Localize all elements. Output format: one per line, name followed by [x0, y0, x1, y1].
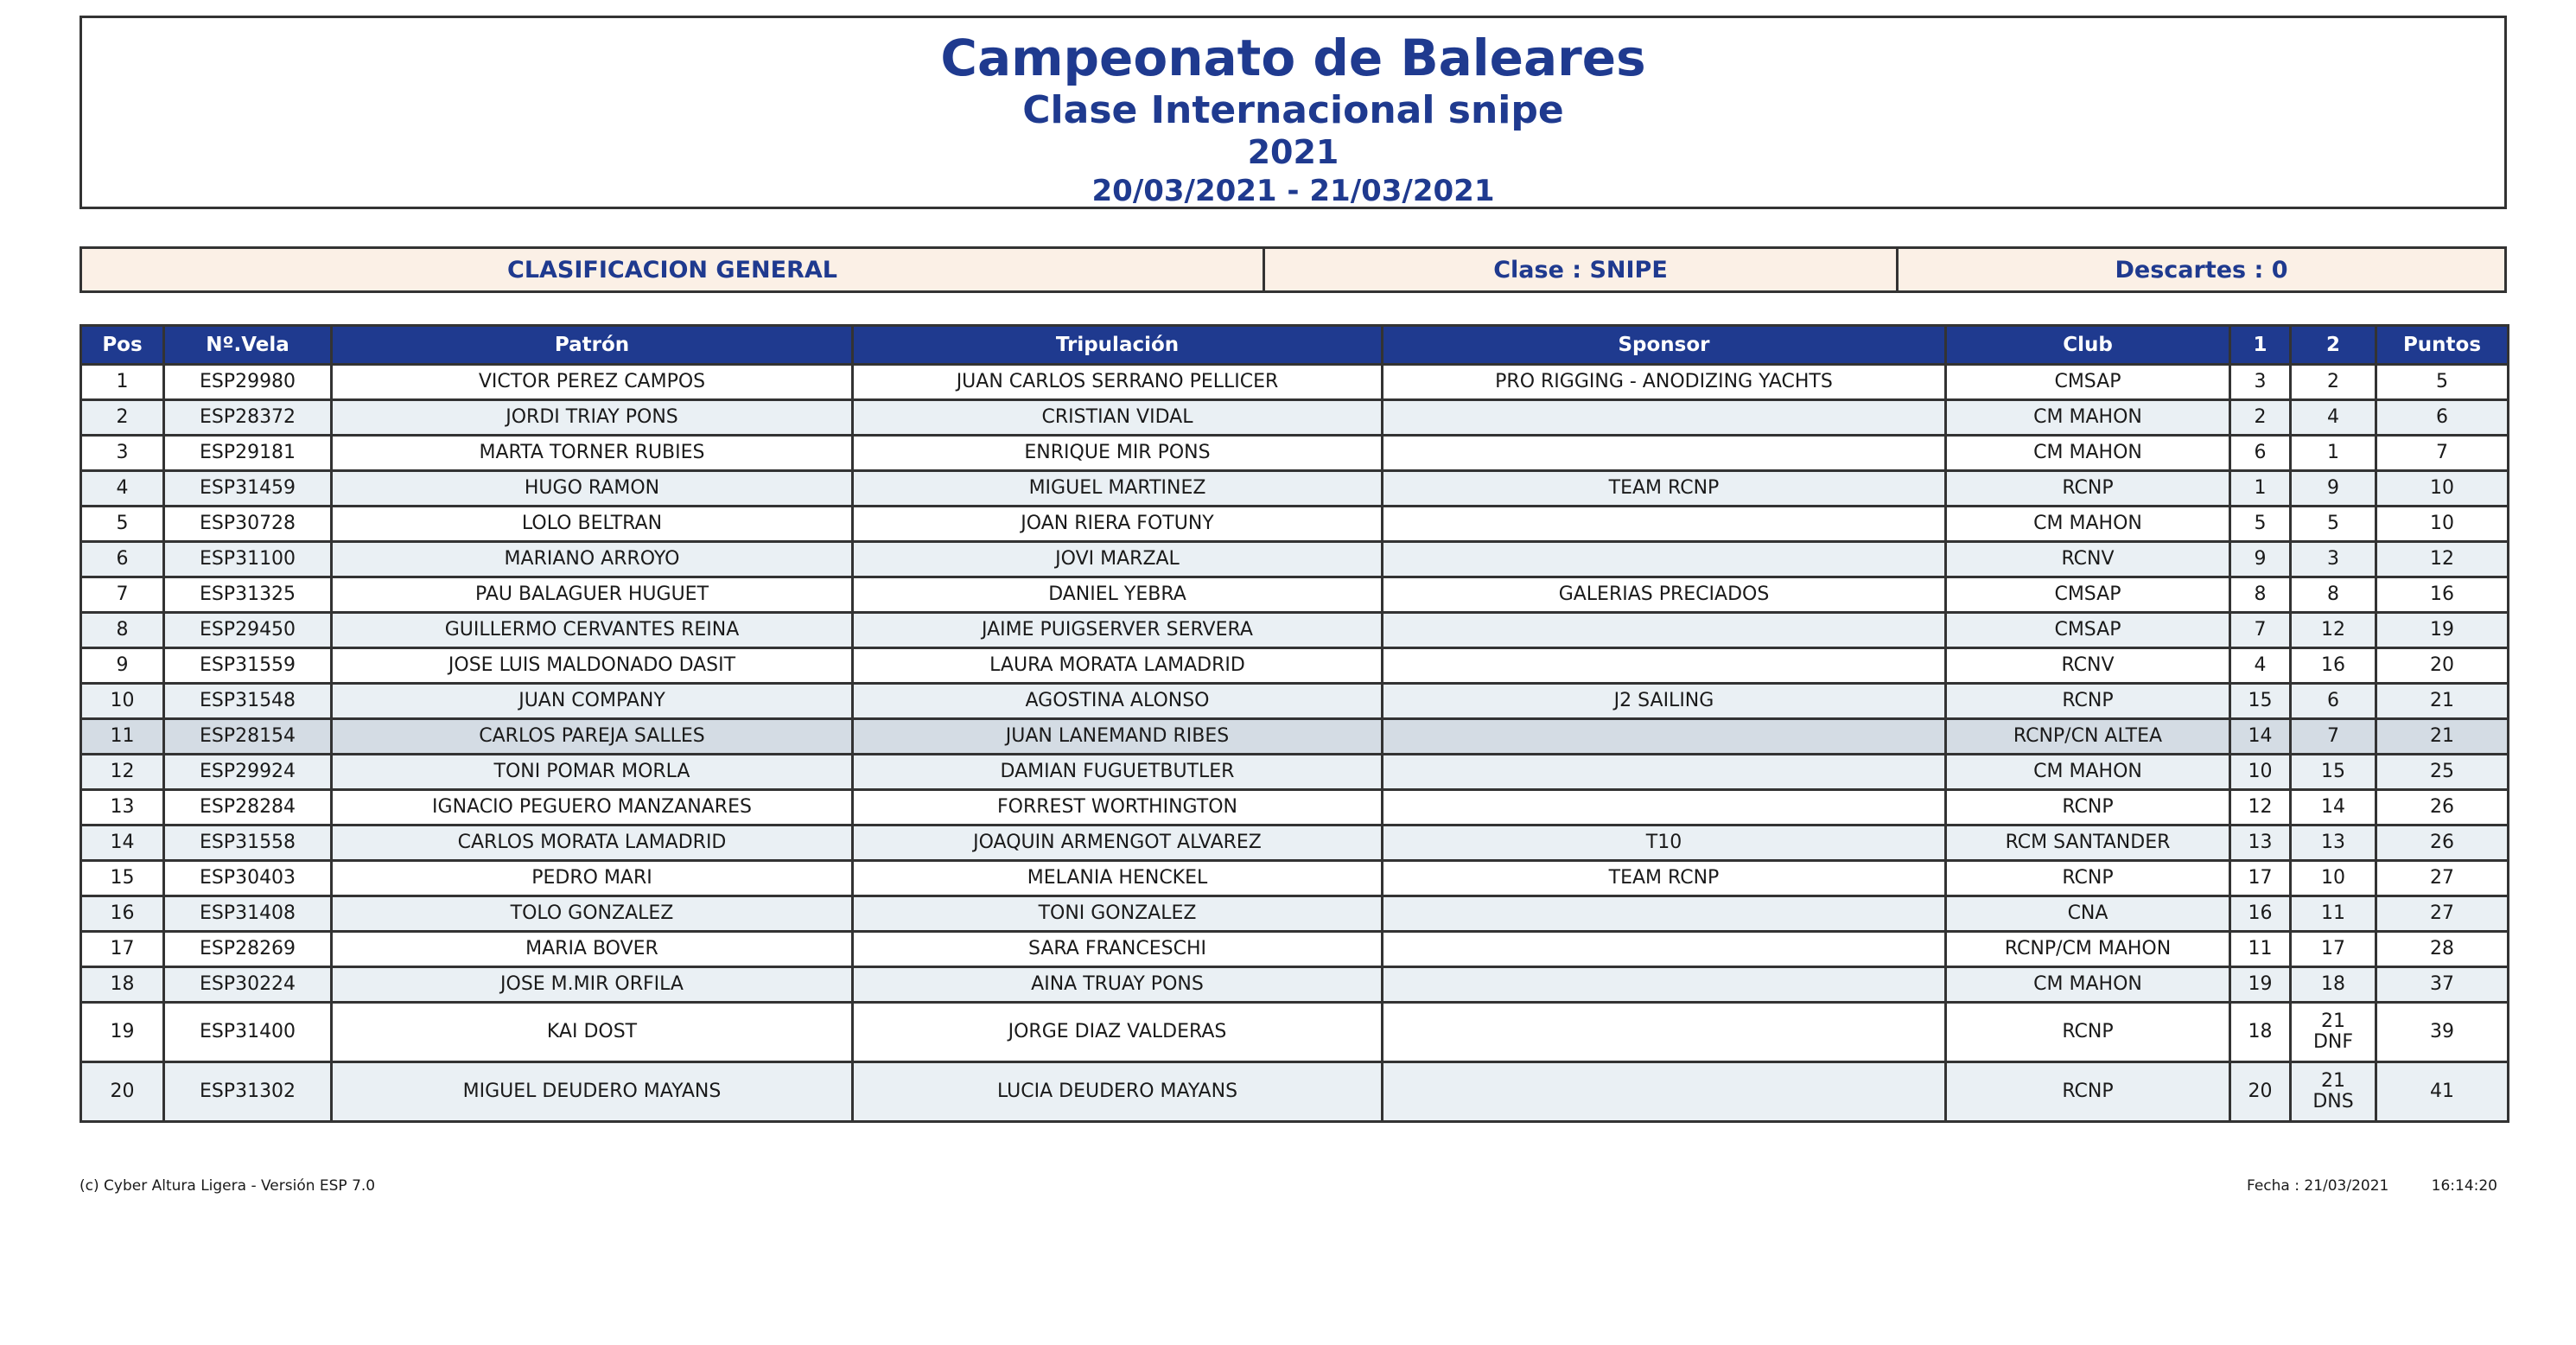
cell-sail-number: ESP31548: [164, 684, 332, 719]
cell-race-2: 3: [2291, 542, 2376, 577]
cell-race-2: 9: [2291, 471, 2376, 507]
cell-race-2: 16: [2291, 648, 2376, 684]
cell-pos: 8: [81, 613, 164, 648]
cell-club: CM MAHON: [1946, 755, 2230, 790]
column-header: Sponsor: [1383, 326, 1946, 365]
cell-pos: 6: [81, 542, 164, 577]
cell-sponsor: TEAM RCNP: [1383, 861, 1946, 896]
race-2-score: 21: [2321, 1010, 2345, 1032]
table-row: [81, 613, 2509, 648]
race-2-score: 21: [2321, 1070, 2345, 1092]
cell-sponsor: [1383, 648, 1946, 684]
cell-crew: ENRIQUE MIR PONS: [853, 436, 1383, 471]
table-row: [81, 365, 2509, 400]
cell-sail-number: ESP29181: [164, 436, 332, 471]
cell-pos: 4: [81, 471, 164, 507]
cell-pos: 5: [81, 507, 164, 542]
cell-pos: 12: [81, 755, 164, 790]
cell-race-1: 13: [2230, 825, 2291, 861]
cell-points: 12: [2376, 542, 2509, 577]
cell-race-1: 8: [2230, 577, 2291, 613]
cell-crew: DANIEL YEBRA: [853, 577, 1383, 613]
cell-sail-number: ESP28269: [164, 932, 332, 967]
cell-crew: JOAQUIN ARMENGOT ALVAREZ: [853, 825, 1383, 861]
cell-skipper: JOSE M.MIR ORFILA: [332, 967, 853, 1003]
cell-race-2: 12: [2291, 613, 2376, 648]
cell-sponsor: J2 SAILING: [1383, 684, 1946, 719]
cell-pos: 2: [81, 400, 164, 436]
cell-club: CM MAHON: [1946, 436, 2230, 471]
cell-race-1: 2: [2230, 400, 2291, 436]
cell-sponsor: [1383, 932, 1946, 967]
cell-race-2: 4: [2291, 400, 2376, 436]
cell-skipper: GUILLERMO CERVANTES REINA: [332, 613, 853, 648]
cell-pos: 18: [81, 967, 164, 1003]
cell-race-2: 8: [2291, 577, 2376, 613]
cell-sail-number: ESP31558: [164, 825, 332, 861]
cell-skipper: JOSE LUIS MALDONADO DASIT: [332, 648, 853, 684]
cell-club: RCNP/CM MAHON: [1946, 932, 2230, 967]
cell-skipper: IGNACIO PEGUERO MANZANARES: [332, 790, 853, 825]
cell-points: 20: [2376, 648, 2509, 684]
cell-sponsor: [1383, 1062, 1946, 1122]
cell-skipper: CARLOS MORATA LAMADRID: [332, 825, 853, 861]
cell-club: RCNP: [1946, 1003, 2230, 1062]
cell-sail-number: ESP30403: [164, 861, 332, 896]
cell-skipper: JUAN COMPANY: [332, 684, 853, 719]
cell-skipper: MARIA BOVER: [332, 932, 853, 967]
cell-sail-number: ESP30224: [164, 967, 332, 1003]
year-label: 2021: [1247, 133, 1339, 171]
cell-crew: TONI GONZALEZ: [853, 896, 1383, 932]
cell-points: 5: [2376, 365, 2509, 400]
column-header: Patrón: [332, 326, 853, 365]
column-header: Tripulación: [853, 326, 1383, 365]
cell-skipper: MIGUEL DEUDERO MAYANS: [332, 1062, 853, 1122]
table-row: [81, 648, 2509, 684]
cell-skipper: TOLO GONZALEZ: [332, 896, 853, 932]
cell-points: 21: [2376, 684, 2509, 719]
table-row: [81, 1003, 2509, 1062]
cell-sponsor: TEAM RCNP: [1383, 471, 1946, 507]
cell-points: 28: [2376, 932, 2509, 967]
cell-sponsor: GALERIAS PRECIADOS: [1383, 577, 1946, 613]
cell-club: CMSAP: [1946, 577, 2230, 613]
cell-race-2: 18: [2291, 967, 2376, 1003]
discards-label: Descartes : 0: [1899, 246, 2507, 293]
cell-race-2: 11: [2291, 896, 2376, 932]
cell-race-1: 20: [2230, 1062, 2291, 1122]
cell-points: 7: [2376, 436, 2509, 471]
cell-crew: FORREST WORTHINGTON: [853, 790, 1383, 825]
cell-race-2: 6: [2291, 684, 2376, 719]
cell-skipper: JORDI TRIAY PONS: [332, 400, 853, 436]
cell-club: RCNP: [1946, 471, 2230, 507]
cell-pos: 13: [81, 790, 164, 825]
cell-race-2: 1: [2291, 436, 2376, 471]
cell-club: RCNV: [1946, 648, 2230, 684]
page-title: Campeonato de Baleares: [940, 29, 1646, 87]
cell-pos: 20: [81, 1062, 164, 1122]
table-row: [81, 542, 2509, 577]
cell-race-2: [2291, 1062, 2376, 1122]
cell-skipper: PEDRO MARI: [332, 861, 853, 896]
cell-sponsor: [1383, 436, 1946, 471]
cell-race-1: 7: [2230, 613, 2291, 648]
column-header: 2: [2291, 326, 2376, 365]
cell-race-2: 7: [2291, 719, 2376, 755]
cell-crew: JUAN CARLOS SERRANO PELLICER: [853, 365, 1383, 400]
cell-race-1: 6: [2230, 436, 2291, 471]
cell-crew: LAURA MORATA LAMADRID: [853, 648, 1383, 684]
cell-crew: SARA FRANCESCHI: [853, 932, 1383, 967]
cell-skipper: HUGO RAMON: [332, 471, 853, 507]
cell-club: RCNP: [1946, 684, 2230, 719]
cell-club: CMSAP: [1946, 613, 2230, 648]
cell-sail-number: ESP28372: [164, 400, 332, 436]
cell-sail-number: ESP29980: [164, 365, 332, 400]
cell-points: 37: [2376, 967, 2509, 1003]
cell-race-2: 15: [2291, 755, 2376, 790]
cell-skipper: VICTOR PEREZ CAMPOS: [332, 365, 853, 400]
cell-crew: MIGUEL MARTINEZ: [853, 471, 1383, 507]
cell-pos: 1: [81, 365, 164, 400]
cell-club: CM MAHON: [1946, 507, 2230, 542]
cell-club: RCNP: [1946, 861, 2230, 896]
cell-sail-number: ESP28284: [164, 790, 332, 825]
cell-club: RCNP: [1946, 790, 2230, 825]
cell-race-1: 9: [2230, 542, 2291, 577]
race-2-code: DNS: [2312, 1091, 2354, 1112]
date-range: 20/03/2021 - 21/03/2021: [1091, 174, 1495, 208]
cell-crew: JAIME PUIGSERVER SERVERA: [853, 613, 1383, 648]
footer-time: 16:14:20: [2431, 1177, 2497, 1195]
cell-points: 26: [2376, 825, 2509, 861]
cell-sponsor: [1383, 542, 1946, 577]
cell-race-1: 15: [2230, 684, 2291, 719]
cell-race-1: 16: [2230, 896, 2291, 932]
cell-crew: JUAN LANEMAND RIBES: [853, 719, 1383, 755]
cell-crew: MELANIA HENCKEL: [853, 861, 1383, 896]
cell-sponsor: T10: [1383, 825, 1946, 861]
cell-sail-number: ESP31559: [164, 648, 332, 684]
cell-race-1: 19: [2230, 967, 2291, 1003]
cell-crew: JOAN RIERA FOTUNY: [853, 507, 1383, 542]
table-row: [81, 400, 2509, 436]
cell-race-2: 14: [2291, 790, 2376, 825]
cell-sail-number: ESP31100: [164, 542, 332, 577]
column-header: Puntos: [2376, 326, 2509, 365]
cell-points: 41: [2376, 1062, 2509, 1122]
cell-club: RCNP: [1946, 1062, 2230, 1122]
cell-race-1: 3: [2230, 365, 2291, 400]
cell-skipper: LOLO BELTRAN: [332, 507, 853, 542]
classification-label: CLASIFICACION GENERAL: [80, 246, 1265, 293]
footer-timestamp: [2247, 1177, 2497, 1195]
cell-race-1: 17: [2230, 861, 2291, 896]
cell-sail-number: ESP31325: [164, 577, 332, 613]
table-row: [81, 967, 2509, 1003]
cell-pos: 9: [81, 648, 164, 684]
cell-crew: JOVI MARZAL: [853, 542, 1383, 577]
cell-points: 10: [2376, 471, 2509, 507]
table-row: [81, 790, 2509, 825]
cell-skipper: CARLOS PAREJA SALLES: [332, 719, 853, 755]
cell-points: 6: [2376, 400, 2509, 436]
cell-crew: AINA TRUAY PONS: [853, 967, 1383, 1003]
cell-race-1: 11: [2230, 932, 2291, 967]
cell-race-2: 17: [2291, 932, 2376, 967]
cell-points: 39: [2376, 1003, 2509, 1062]
cell-skipper: TONI POMAR MORLA: [332, 755, 853, 790]
cell-race-1: 10: [2230, 755, 2291, 790]
cell-sail-number: ESP31400: [164, 1003, 332, 1062]
table-row: [81, 507, 2509, 542]
cell-pos: 19: [81, 1003, 164, 1062]
cell-race-1: 12: [2230, 790, 2291, 825]
cell-sponsor: [1383, 896, 1946, 932]
copyright-footer: (c) Cyber Altura Ligera - Versión ESP 7.0: [80, 1177, 376, 1195]
cell-pos: 17: [81, 932, 164, 967]
cell-race-2: 2: [2291, 365, 2376, 400]
cell-race-1: 1: [2230, 471, 2291, 507]
cell-points: 27: [2376, 861, 2509, 896]
title-box: [80, 16, 2507, 209]
cell-race-2: 5: [2291, 507, 2376, 542]
page-subtitle: Clase Internacional snipe: [1022, 88, 1564, 132]
race-2-code: DNF: [2312, 1031, 2354, 1053]
cell-sail-number: ESP30728: [164, 507, 332, 542]
cell-race-2: [2291, 1003, 2376, 1062]
table-row: [81, 471, 2509, 507]
cell-sponsor: [1383, 967, 1946, 1003]
table-row: [81, 577, 2509, 613]
table-header-row: [81, 326, 2509, 365]
cell-club: CMSAP: [1946, 365, 2230, 400]
cell-skipper: MARIANO ARROYO: [332, 542, 853, 577]
table-row: [81, 719, 2509, 755]
table-row: [81, 1062, 2509, 1122]
cell-sponsor: [1383, 790, 1946, 825]
cell-sail-number: ESP28154: [164, 719, 332, 755]
cell-sail-number: ESP31302: [164, 1062, 332, 1122]
results-table: [80, 324, 2509, 1123]
cell-points: 16: [2376, 577, 2509, 613]
cell-race-2: 13: [2291, 825, 2376, 861]
cell-pos: 14: [81, 825, 164, 861]
cell-skipper: KAI DOST: [332, 1003, 853, 1062]
cell-club: CNA: [1946, 896, 2230, 932]
cell-pos: 3: [81, 436, 164, 471]
cell-race-2: 10: [2291, 861, 2376, 896]
cell-race-1: 18: [2230, 1003, 2291, 1062]
table-row: [81, 932, 2509, 967]
cell-club: CM MAHON: [1946, 400, 2230, 436]
cell-race-1: 5: [2230, 507, 2291, 542]
cell-race-1: 14: [2230, 719, 2291, 755]
cell-points: 27: [2376, 896, 2509, 932]
cell-skipper: MARTA TORNER RUBIES: [332, 436, 853, 471]
table-row: [81, 436, 2509, 471]
cell-club: RCM SANTANDER: [1946, 825, 2230, 861]
column-header: Nº.Vela: [164, 326, 332, 365]
cell-sponsor: [1383, 719, 1946, 755]
cell-sponsor: PRO RIGGING - ANODIZING YACHTS: [1383, 365, 1946, 400]
cell-sponsor: [1383, 507, 1946, 542]
cell-points: 26: [2376, 790, 2509, 825]
table-row: [81, 684, 2509, 719]
cell-sponsor: [1383, 400, 1946, 436]
cell-sponsor: [1383, 613, 1946, 648]
cell-points: 21: [2376, 719, 2509, 755]
cell-sponsor: [1383, 755, 1946, 790]
cell-pos: 10: [81, 684, 164, 719]
cell-club: CM MAHON: [1946, 967, 2230, 1003]
column-header: Club: [1946, 326, 2230, 365]
cell-points: 19: [2376, 613, 2509, 648]
cell-sail-number: ESP29450: [164, 613, 332, 648]
class-label: Clase : SNIPE: [1265, 246, 1899, 293]
cell-points: 25: [2376, 755, 2509, 790]
cell-sponsor: [1383, 1003, 1946, 1062]
cell-pos: 7: [81, 577, 164, 613]
cell-club: RCNP/CN ALTEA: [1946, 719, 2230, 755]
table-row: [81, 896, 2509, 932]
cell-crew: LUCIA DEUDERO MAYANS: [853, 1062, 1383, 1122]
cell-race-1: 4: [2230, 648, 2291, 684]
cell-crew: AGOSTINA ALONSO: [853, 684, 1383, 719]
cell-points: 10: [2376, 507, 2509, 542]
table-row: [81, 755, 2509, 790]
cell-crew: JORGE DIAZ VALDERAS: [853, 1003, 1383, 1062]
cell-club: RCNV: [1946, 542, 2230, 577]
cell-crew: DAMIAN FUGUETBUTLER: [853, 755, 1383, 790]
column-header: 1: [2230, 326, 2291, 365]
info-bar: [80, 246, 2507, 293]
cell-skipper: PAU BALAGUER HUGUET: [332, 577, 853, 613]
table-row: [81, 825, 2509, 861]
cell-sail-number: ESP29924: [164, 755, 332, 790]
cell-pos: 16: [81, 896, 164, 932]
footer-date: Fecha : 21/03/2021: [2247, 1177, 2389, 1195]
column-header: Pos: [81, 326, 164, 365]
cell-crew: CRISTIAN VIDAL: [853, 400, 1383, 436]
cell-pos: 15: [81, 861, 164, 896]
cell-pos: 11: [81, 719, 164, 755]
table-row: [81, 861, 2509, 896]
cell-sail-number: ESP31408: [164, 896, 332, 932]
cell-sail-number: ESP31459: [164, 471, 332, 507]
